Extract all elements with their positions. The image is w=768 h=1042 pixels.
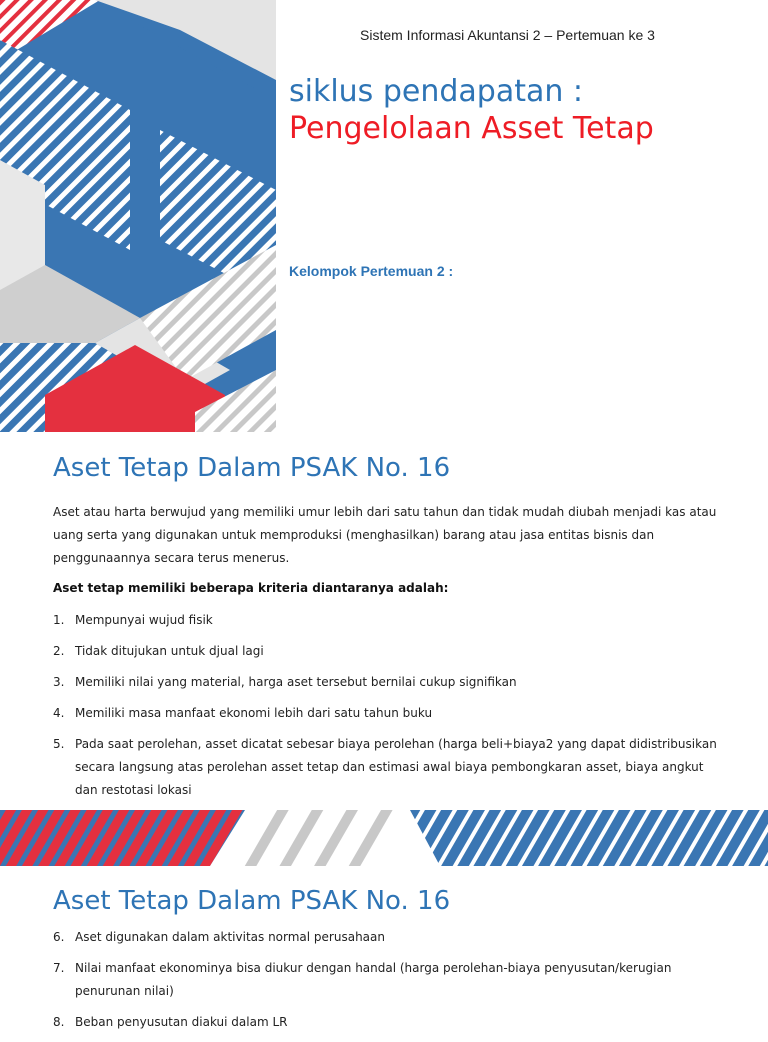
cover-art-graphic — [0, 0, 276, 432]
list-item — [53, 671, 721, 694]
criteria-list — [53, 609, 721, 810]
list-item — [53, 733, 721, 802]
group-label: Kelompok Pertemuan 2 : — [289, 263, 454, 279]
list-item — [53, 702, 721, 725]
item-text: Nilai manfaat ekonominya bisa diukur dengan handal (harga perolehan-biaya penyusutan/kerugian penurunan nilai) — [75, 961, 672, 998]
item-text: Beban penyusutan diakui dalam LR — [75, 1015, 288, 1029]
item-number: 4. — [53, 706, 65, 720]
list-item — [53, 957, 721, 1003]
section1-title: Aset Tetap Dalam PSAK No. 16 — [53, 453, 451, 483]
criteria-heading: Aset tetap memiliki beberapa kriteria diantaranya adalah: — [53, 581, 449, 595]
section2-title: Aset Tetap Dalam PSAK No. 16 — [53, 886, 451, 916]
title-line-2: Pengelolaan Asset Tetap — [289, 111, 654, 146]
list-item — [53, 1011, 721, 1034]
decorative-stripe-band — [0, 810, 768, 866]
item-number: 8. — [53, 1015, 65, 1029]
item-text: Tidak ditujukan untuk djual lagi — [75, 644, 264, 658]
item-text: Memiliki masa manfaat ekonomi lebih dari satu tahun buku — [75, 706, 433, 720]
item-text: Pada saat perolehan, asset dicatat sebesar biaya perolehan (harga beli+biaya2 yang dapat didistribusikan secara langsung atas perolehan asset tetap dan estimasi awal biaya pembongkaran asset, biaya angkut dan restotasi lokasi — [75, 737, 717, 797]
course-header: Sistem Informasi Akuntansi 2 – Pertemuan ke 3 — [360, 27, 655, 43]
item-text: Aset digunakan dalam aktivitas normal perusahaan — [75, 930, 385, 944]
item-number: 6. — [53, 930, 65, 944]
item-number: 1. — [53, 613, 65, 627]
list-item — [53, 640, 721, 663]
item-number: 2. — [53, 644, 65, 658]
title-line-1: siklus pendapatan : — [289, 74, 584, 109]
item-text: Memiliki nilai yang material, harga aset tersebut bernilai cukup signifikan — [75, 675, 517, 689]
criteria-list-continued — [53, 926, 721, 1042]
item-number: 7. — [53, 961, 65, 975]
item-text: Mempunyai wujud fisik — [75, 613, 213, 627]
item-number: 5. — [53, 737, 65, 751]
section1-paragraph: Aset atau harta berwujud yang memiliki umur lebih dari satu tahun dan tidak mudah diubah menjadi kas atau uang serta yang digunakan untuk memproduksi (menghasilkan) barang atau jasa entitas bisnis dan penggunaannya secara terus menerus. — [53, 505, 717, 565]
list-item — [53, 609, 721, 632]
list-item — [53, 926, 721, 949]
item-number: 3. — [53, 675, 65, 689]
